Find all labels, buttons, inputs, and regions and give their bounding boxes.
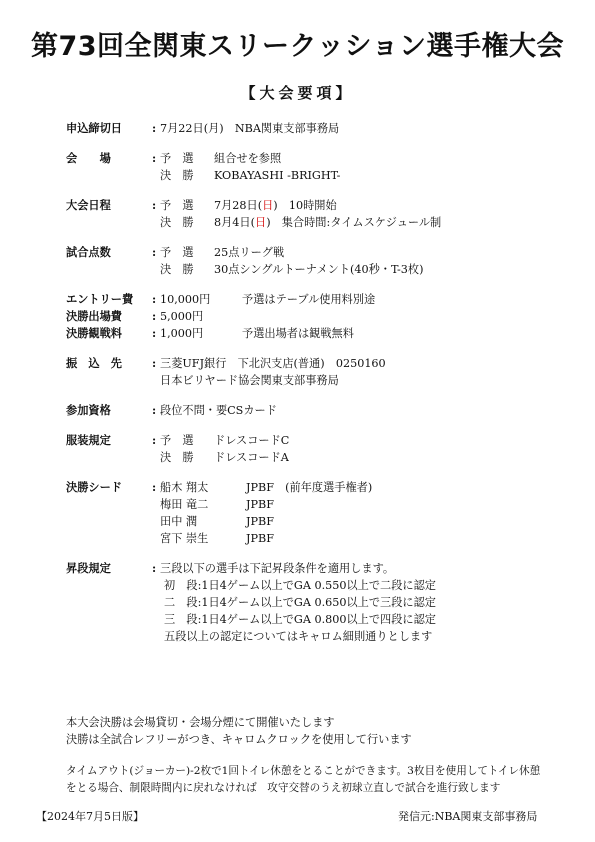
note-line: をとる場合、制限時間内に戻れなければ 攻守交替のうえ初球立直しで試合を進行致します bbox=[66, 782, 501, 794]
fee-amount: 10,000円 bbox=[160, 293, 211, 306]
schedule-qual-date: 7月28日( bbox=[214, 199, 263, 212]
fee-label: 決勝出場費 bbox=[66, 310, 122, 323]
schedule-row: 大会日程 : 予 選 7月28日(日) 10時開始 bbox=[66, 198, 337, 212]
fee-note: 予選はテーブル使用料別途 bbox=[242, 293, 376, 306]
note-line: 決勝は全試合レフリーがつき、キャロムクロックを使用して行います bbox=[66, 733, 412, 746]
seed-label: 決勝シード bbox=[66, 481, 122, 494]
transfer-label: 振 込 先 bbox=[66, 357, 122, 370]
page-subtitle: 【大会要項】 bbox=[240, 84, 355, 102]
fee-row: 決勝観戦料 : 1,000円 予選出場者は観戦無料 bbox=[66, 326, 354, 340]
deadline-row: 申込締切日 : 7月22日(月) NBA関東支部事務局 bbox=[66, 121, 340, 135]
qualification-value: 段位不問・要CSカード bbox=[160, 404, 277, 417]
seed-player-name: 田中 潤 bbox=[160, 515, 198, 528]
qualification-row: 参加資格 : 段位不問・要CSカード bbox=[66, 403, 277, 417]
promotion-intro: 三段以下の選手は下記昇段条件を適用します。 bbox=[160, 562, 395, 575]
transfer-line1: 三菱UFJ銀行 下北沢支店(普通) 0250160 bbox=[160, 357, 386, 370]
seed-player-name: 宮下 崇生 bbox=[160, 532, 209, 545]
seed-player-org: JPBF bbox=[246, 498, 274, 511]
deadline-value: 7月22日(月) NBA関東支部事務局 bbox=[160, 122, 340, 135]
schedule-final-date: 8月4日( bbox=[214, 216, 255, 229]
fee-label: 決勝観戦料 bbox=[66, 327, 122, 340]
fee-note: 予選出場者は観戦無料 bbox=[242, 327, 354, 340]
seed-player-name: 梅田 竜二 bbox=[160, 498, 209, 511]
dress-label: 服装規定 bbox=[66, 434, 111, 447]
page-title: 第73回全関東スリークッション選手権大会 bbox=[30, 31, 565, 62]
schedule-final bbox=[214, 214, 441, 231]
venue-row: 会 場 : 予 選 組合せを参照 bbox=[66, 151, 282, 165]
points-final: 30点シングルトーナメント(40秒・T-3枚) bbox=[214, 263, 424, 276]
fee-label: エントリー費 bbox=[66, 293, 134, 306]
promotion-row: 昇段規定 : 三段以下の選手は下記昇段条件を適用します。 bbox=[66, 561, 395, 575]
dress-final: ドレスコードA bbox=[214, 451, 289, 464]
fee-amount: 1,000円 bbox=[160, 327, 204, 340]
fee-amount: 5,000円 bbox=[160, 310, 204, 323]
schedule-qual bbox=[214, 197, 337, 214]
note-line: タイムアウト(ジョーカー)-2枚で1回トイレ休憩をとることができます。3枚目を使用してトイレ休憩 bbox=[66, 765, 541, 777]
schedule-final-label: 決 勝 bbox=[160, 216, 194, 229]
schedule-final-time: ) 集合時間:タイムスケジュール制 bbox=[266, 216, 442, 229]
schedule-qual-day: 日 bbox=[262, 199, 274, 212]
dress-final-label: 決 勝 bbox=[160, 451, 194, 464]
seed-player-name: 船木 翔太 bbox=[160, 481, 209, 494]
points-qual: 25点リーグ戦 bbox=[214, 246, 285, 259]
qualification-label: 参加資格 bbox=[66, 404, 111, 417]
schedule-label: 大会日程 bbox=[66, 199, 111, 212]
general-notes bbox=[66, 714, 566, 748]
promotion-note: 五段以上の認定についてはキャロム細則通りとします bbox=[164, 630, 433, 643]
points-row: 試合点数 : 予 選 25点リーグ戦 bbox=[66, 245, 285, 259]
promotion-rule: 初 段:1日4ゲーム以上でGA 0.550以上で二段に認定 bbox=[164, 579, 436, 592]
transfer-row: 振 込 先 : 三菱UFJ銀行 下北沢支店(普通) 0250160 bbox=[66, 356, 386, 370]
dress-qual: ドレスコードC bbox=[214, 434, 290, 447]
seed-player-org: JPBF bbox=[246, 532, 274, 545]
transfer-line2: 日本ビリヤード協会関東支部事務局 bbox=[160, 374, 339, 387]
issuer: 発信元:NBA関東支部事務局 bbox=[398, 810, 538, 823]
schedule-qual-label: 予 選 bbox=[160, 199, 194, 212]
venue-qual: 組合せを参照 bbox=[214, 152, 282, 165]
venue-final: KOBAYASHI -BRIGHT- bbox=[214, 169, 341, 182]
tournament-details bbox=[66, 120, 566, 645]
fee-row: エントリー費 : 10,000円 予選はテーブル使用料別途 bbox=[66, 292, 376, 306]
schedule-qual-time: ) 10時開始 bbox=[273, 199, 337, 212]
venue-label: 会 場 bbox=[66, 152, 111, 165]
seed-row: 決勝シード : 船木 翔太 JPBF (前年度選手権者) bbox=[66, 480, 373, 494]
points-final-label: 決 勝 bbox=[160, 263, 194, 276]
dress-qual-label: 予 選 bbox=[160, 434, 194, 447]
schedule-final-day: 日 bbox=[254, 216, 267, 229]
fee-row: 決勝出場費 : 5,000円 bbox=[66, 308, 566, 325]
promotion-label: 昇段規定 bbox=[66, 562, 111, 575]
seed-player-org: JPBF (前年度選手権者) bbox=[246, 481, 373, 494]
timeout-notes bbox=[66, 763, 566, 797]
note-line: 本大会決勝は会場貸切・会場分煙にて開催いたします bbox=[66, 716, 335, 729]
points-qual-label: 予 選 bbox=[160, 246, 194, 259]
seed-player-org: JPBF bbox=[246, 515, 274, 528]
venue-qual-label: 予 選 bbox=[160, 152, 194, 165]
venue-final-label: 決 勝 bbox=[160, 169, 194, 182]
promotion-rule: 三 段:1日4ゲーム以上でGA 0.800以上で四段に認定 bbox=[164, 613, 436, 626]
edition-date: 【2024年7月5日版】 bbox=[36, 810, 144, 823]
dress-row: 服装規定 : 予 選 ドレスコードC bbox=[66, 433, 290, 447]
deadline-label: 申込締切日 bbox=[66, 122, 122, 135]
points-label: 試合点数 bbox=[66, 246, 111, 259]
promotion-rule: 二 段:1日4ゲーム以上でGA 0.650以上で三段に認定 bbox=[164, 596, 436, 609]
